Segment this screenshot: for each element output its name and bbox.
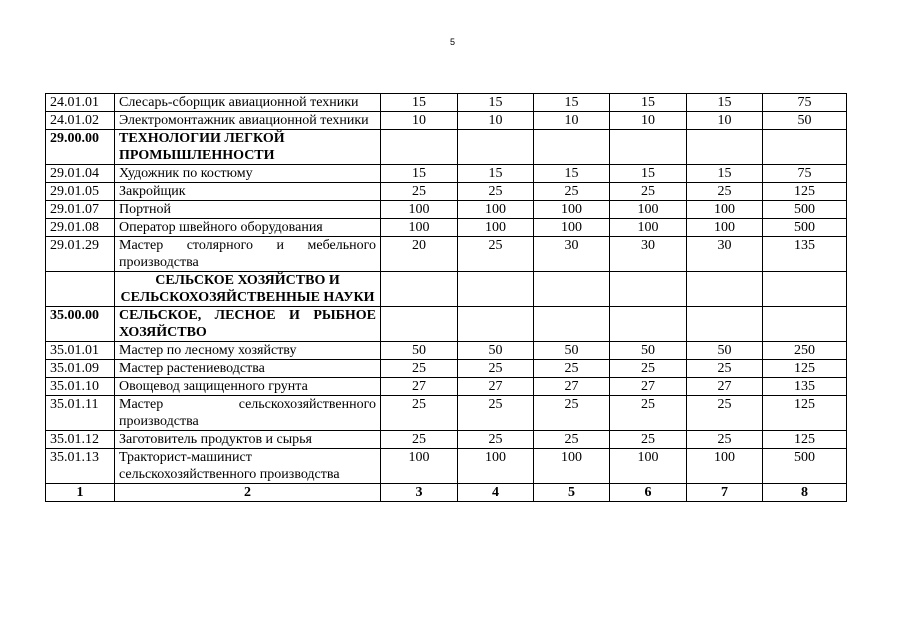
row-total-value: 500	[763, 201, 847, 219]
row-total-value: 500	[763, 219, 847, 237]
table-row	[46, 449, 847, 484]
row-year-value: 15	[610, 94, 687, 112]
row-year-value: 100	[458, 201, 534, 219]
row-year-value	[381, 130, 458, 165]
row-total-value: 125	[763, 431, 847, 449]
row-code: 35.01.13	[46, 449, 115, 484]
row-year-value: 50	[534, 342, 610, 360]
row-total-value	[763, 307, 847, 342]
table-row	[46, 272, 847, 307]
row-profession-name: Закройщик	[115, 183, 381, 201]
row-year-value	[534, 272, 610, 307]
row-year-value	[687, 272, 763, 307]
column-number-row	[46, 484, 847, 502]
row-year-value: 15	[381, 165, 458, 183]
row-year-value: 100	[687, 219, 763, 237]
table-row	[46, 201, 847, 219]
table-row	[46, 219, 847, 237]
row-year-value: 100	[687, 201, 763, 219]
row-year-value: 100	[687, 449, 763, 484]
row-year-value: 10	[687, 112, 763, 130]
row-profession-name: СЕЛЬСКОЕ ХОЗЯЙСТВО И СЕЛЬСКОХОЗЯЙСТВЕННЫЕ НАУКИ	[115, 272, 381, 307]
row-total-value: 75	[763, 165, 847, 183]
row-profession-name: Мастер растениеводства	[115, 360, 381, 378]
row-year-value: 100	[534, 201, 610, 219]
row-year-value: 50	[610, 342, 687, 360]
admission-plan-table	[45, 93, 847, 502]
row-profession-name: Мастер сельскохозяйственного производства	[115, 396, 381, 431]
row-year-value: 25	[458, 237, 534, 272]
row-year-value: 27	[381, 378, 458, 396]
row-year-value: 30	[687, 237, 763, 272]
row-year-value: 50	[381, 342, 458, 360]
row-year-value: 27	[534, 378, 610, 396]
table-row	[46, 94, 847, 112]
row-year-value: 100	[534, 219, 610, 237]
row-year-value: 50	[687, 342, 763, 360]
row-year-value: 100	[458, 449, 534, 484]
row-year-value: 25	[458, 396, 534, 431]
row-profession-name: ТЕХНОЛОГИИ ЛЕГКОЙ ПРОМЫШЛЕННОСТИ	[115, 130, 381, 165]
row-year-value	[534, 130, 610, 165]
row-profession-name: Электромонтажник авиационной техники	[115, 112, 381, 130]
row-year-value: 15	[458, 94, 534, 112]
row-year-value: 25	[458, 431, 534, 449]
column-number: 7	[687, 484, 763, 502]
row-year-value: 30	[610, 237, 687, 272]
table-row	[46, 396, 847, 431]
row-year-value: 25	[687, 396, 763, 431]
row-year-value: 25	[381, 431, 458, 449]
column-number: 3	[381, 484, 458, 502]
row-code: 29.01.07	[46, 201, 115, 219]
row-code: 35.01.09	[46, 360, 115, 378]
row-total-value: 135	[763, 237, 847, 272]
row-profession-name: Портной	[115, 201, 381, 219]
row-year-value: 27	[458, 378, 534, 396]
row-year-value: 15	[458, 165, 534, 183]
row-year-value: 25	[610, 183, 687, 201]
row-year-value: 100	[610, 449, 687, 484]
row-profession-name: Тракторист-машинист сельскохозяйственного производства	[115, 449, 381, 484]
row-year-value: 15	[534, 165, 610, 183]
row-year-value: 20	[381, 237, 458, 272]
column-number: 2	[115, 484, 381, 502]
row-code: 35.01.12	[46, 431, 115, 449]
row-year-value: 10	[458, 112, 534, 130]
row-code: 29.00.00	[46, 130, 115, 165]
row-year-value: 25	[534, 431, 610, 449]
row-year-value: 100	[381, 449, 458, 484]
row-year-value: 100	[610, 219, 687, 237]
row-year-value: 25	[458, 183, 534, 201]
row-year-value	[381, 307, 458, 342]
table-row	[46, 431, 847, 449]
row-year-value: 25	[687, 431, 763, 449]
table-row	[46, 130, 847, 165]
row-profession-name: Мастер по лесному хозяйству	[115, 342, 381, 360]
row-year-value: 25	[610, 396, 687, 431]
row-year-value	[381, 272, 458, 307]
row-year-value: 100	[381, 219, 458, 237]
row-year-value	[458, 307, 534, 342]
row-total-value	[763, 272, 847, 307]
row-year-value	[458, 272, 534, 307]
table-row	[46, 237, 847, 272]
row-year-value	[610, 272, 687, 307]
page-number: 5	[449, 37, 455, 47]
row-year-value	[687, 307, 763, 342]
row-year-value: 10	[610, 112, 687, 130]
row-total-value: 500	[763, 449, 847, 484]
row-year-value: 100	[381, 201, 458, 219]
row-profession-name: Заготовитель продуктов и сырья	[115, 431, 381, 449]
column-number: 4	[458, 484, 534, 502]
row-year-value: 15	[687, 94, 763, 112]
row-year-value: 25	[687, 360, 763, 378]
row-code: 29.01.08	[46, 219, 115, 237]
row-profession-name: Оператор швейного оборудования	[115, 219, 381, 237]
row-total-value: 75	[763, 94, 847, 112]
row-year-value: 15	[534, 94, 610, 112]
row-code: 35.00.00	[46, 307, 115, 342]
row-year-value: 100	[534, 449, 610, 484]
row-year-value: 25	[381, 183, 458, 201]
row-year-value: 15	[610, 165, 687, 183]
row-year-value	[687, 130, 763, 165]
row-code: 35.01.01	[46, 342, 115, 360]
row-year-value	[610, 130, 687, 165]
row-year-value: 25	[534, 396, 610, 431]
table-row	[46, 112, 847, 130]
column-number: 1	[46, 484, 115, 502]
row-profession-name: Художник по костюму	[115, 165, 381, 183]
row-total-value: 135	[763, 378, 847, 396]
table-row	[46, 183, 847, 201]
row-year-value: 10	[381, 112, 458, 130]
row-year-value: 10	[534, 112, 610, 130]
row-year-value: 27	[687, 378, 763, 396]
row-year-value	[610, 307, 687, 342]
row-code: 29.01.05	[46, 183, 115, 201]
row-year-value: 25	[610, 360, 687, 378]
row-year-value: 25	[610, 431, 687, 449]
row-year-value: 25	[687, 183, 763, 201]
row-total-value: 50	[763, 112, 847, 130]
row-profession-name: Мастер столярного и мебельного производства	[115, 237, 381, 272]
row-year-value: 25	[534, 360, 610, 378]
row-code: 35.01.10	[46, 378, 115, 396]
row-year-value	[458, 130, 534, 165]
row-profession-name: Слесарь-сборщик авиационной техники	[115, 94, 381, 112]
row-year-value: 100	[610, 201, 687, 219]
column-number: 8	[763, 484, 847, 502]
row-year-value: 27	[610, 378, 687, 396]
row-year-value: 50	[458, 342, 534, 360]
row-profession-name: Овощевод защищенного грунта	[115, 378, 381, 396]
table-row	[46, 360, 847, 378]
row-total-value: 125	[763, 360, 847, 378]
table-row	[46, 342, 847, 360]
row-code: 29.01.04	[46, 165, 115, 183]
row-code: 24.01.02	[46, 112, 115, 130]
table-row	[46, 165, 847, 183]
row-total-value: 125	[763, 396, 847, 431]
row-code: 35.01.11	[46, 396, 115, 431]
row-year-value: 25	[381, 360, 458, 378]
column-number: 5	[534, 484, 610, 502]
row-year-value: 15	[687, 165, 763, 183]
table-row	[46, 378, 847, 396]
row-year-value: 25	[458, 360, 534, 378]
row-code	[46, 272, 115, 307]
row-year-value: 15	[381, 94, 458, 112]
row-total-value: 125	[763, 183, 847, 201]
row-year-value: 30	[534, 237, 610, 272]
row-total-value	[763, 130, 847, 165]
row-year-value: 25	[534, 183, 610, 201]
row-total-value: 250	[763, 342, 847, 360]
table-row	[46, 307, 847, 342]
row-code: 29.01.29	[46, 237, 115, 272]
row-year-value	[534, 307, 610, 342]
row-profession-name: СЕЛЬСКОЕ, ЛЕСНОЕ И РЫБНОЕ ХОЗЯЙСТВО	[115, 307, 381, 342]
column-number: 6	[610, 484, 687, 502]
row-year-value: 100	[458, 219, 534, 237]
row-code: 24.01.01	[46, 94, 115, 112]
row-year-value: 25	[381, 396, 458, 431]
